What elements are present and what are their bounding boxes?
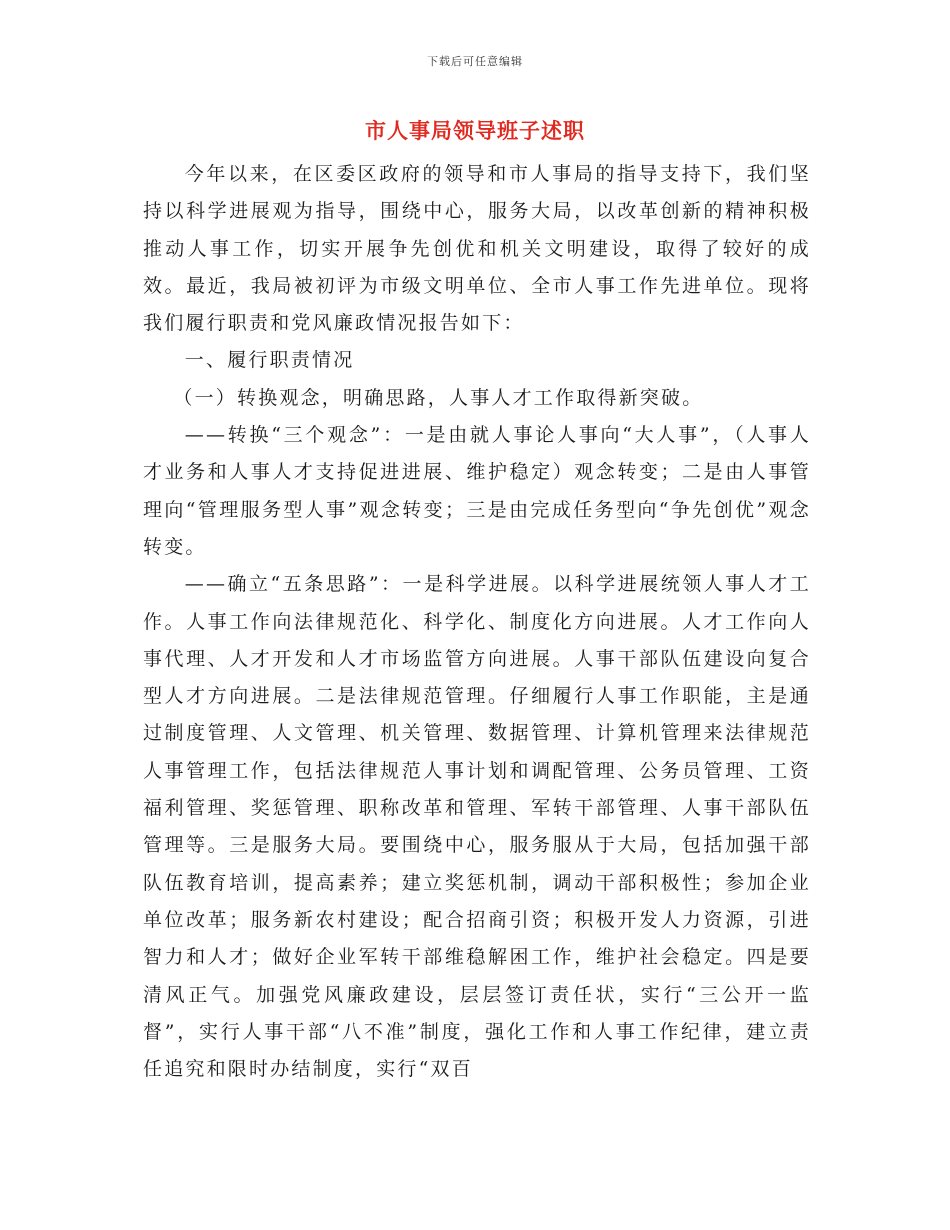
document-title: 市人事局领导班子述职 bbox=[365, 118, 585, 143]
subsection-heading: （一）转换观念，明确思路，人事人才工作取得新突破。 bbox=[173, 386, 704, 409]
intro-paragraph: 今年以来，在区委区政府的领导和市人事局的指导支持下，我们坚持以科学进展观为指导，围绕中心，服务大局，以改革创新的精神积极推动人事工作，切实开展争先创优和机关文明建设，取得了较好的成效。最近，我局被初评为市级文明单位、全市人事工作先进单位。现将我们履行职责和党风廉政情况报告如下： bbox=[143, 163, 811, 335]
five-ideas-paragraph: ——确立“五条思路”：一是科学进展。以科学进展统领人事人才工作。人事工作向法律规范化、科学化、制度化方向进展。人才工作向人事代理、人才开发和人才市场监管方向进展。人事干部队伍建设向复合型人才方向进展。二是法律规范管理。仔细履行人事工作职能，主是通过制度管理、人文管理、机关管理、数据管理、计算机管理来法律规范人事管理工作，包括法律规范人事计划和调配管理、公务员管理、工资福利管理、奖惩管理、职称改革和管理、军转干部管理、人事干部队伍管理等。三是服务大局。要围绕中心，服务服从于大局，包括加强干部队伍教育培训，提高素养；建立奖惩机制，调动干部积极性；参加企业单位改革；服务新农村建设；配合招商引资；积极开发人力资源，引进智力和人才；做好企业军转干部维稳解困工作，维护社会稳定。四是要清风正气。加强党风廉政建设，层层签订责任状，实行“三公开一监督”，实行人事干部“八不准”制度，强化工作和人事工作纪律，建立责任追究和限时办结制度，实行“双百 bbox=[143, 573, 811, 1081]
section-heading: 一、履行职责情况 bbox=[184, 349, 355, 372]
page-header-note: 下载后可任意编辑 bbox=[427, 55, 523, 68]
three-concepts-paragraph: ——转换“三个观念”：一是由就人事论人事向“大人事”，（人事人才业务和人事人才支持促进进展、维护稳定）观念转变；二是由人事管理向“管理服务型人事”观念转变；三是由完成任务型向“争先创优”观念转变。 bbox=[143, 424, 811, 558]
document-body bbox=[143, 156, 811, 1088]
